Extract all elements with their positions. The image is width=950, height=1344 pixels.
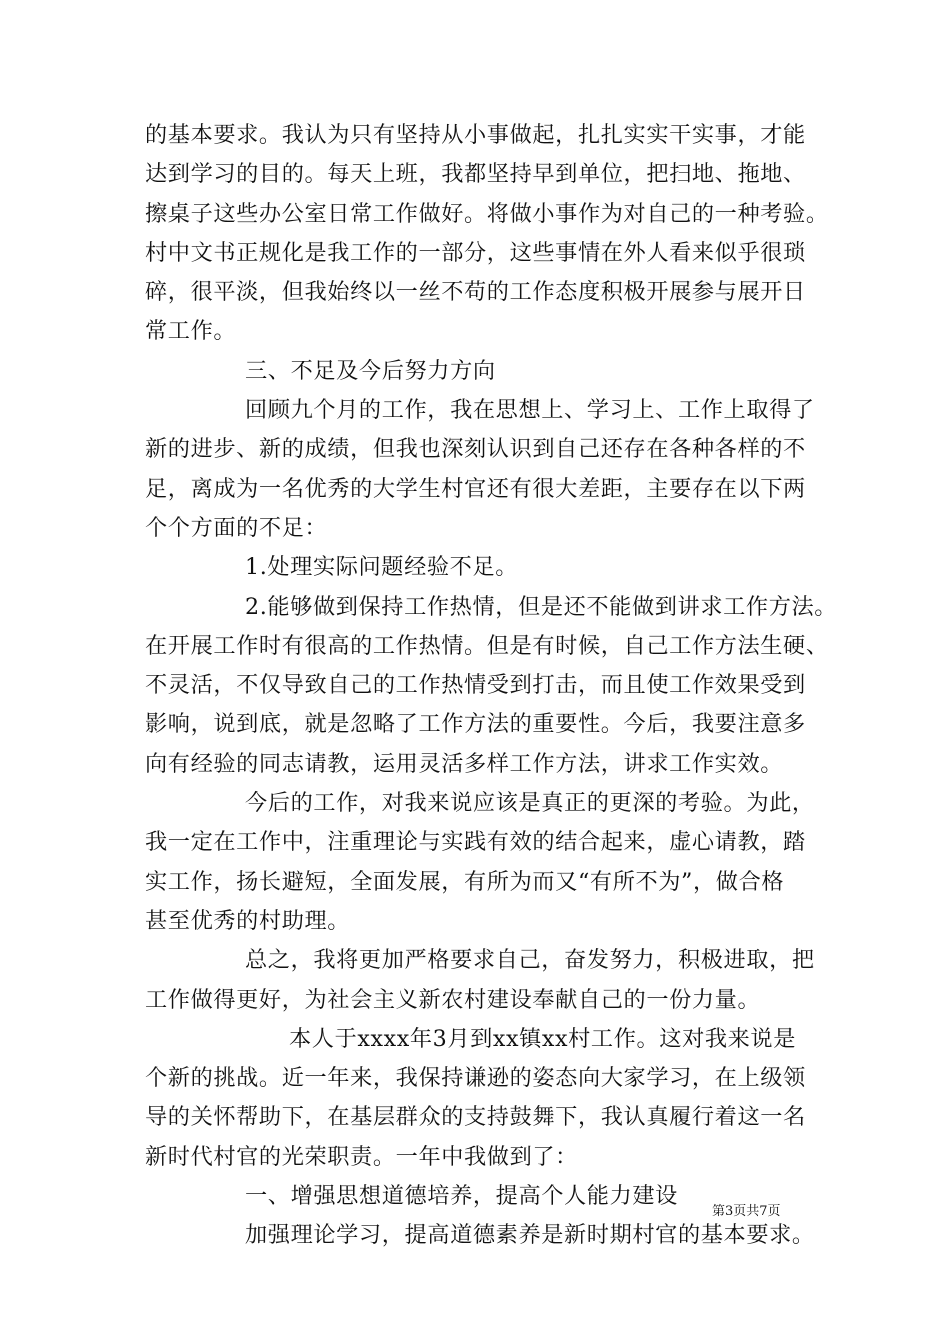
- page-number: 第3页共7页: [712, 1204, 781, 1219]
- list-item: 1.处理实际问题经验不足。: [245, 554, 519, 581]
- text-line: 擦桌子这些办公室日常工作做好。将做小事作为对自己的一种考验。: [145, 200, 829, 227]
- text-line: 常工作。: [145, 318, 237, 345]
- text-line: 甚至优秀的村助理。: [145, 907, 351, 934]
- text-line: 新时代村官的光荣职责。一年中我做到了：: [145, 1143, 578, 1170]
- text-line: 影响，说到底，就是忽略了工作方法的重要性。今后，我要注意多: [145, 711, 806, 738]
- text-line: 我一定在工作中，注重理论与实践有效的结合起来，虚心请教，踏: [145, 829, 806, 856]
- text-line: 个个方面的不足：: [145, 514, 328, 541]
- text-line: 不灵活，不仅导致自己的工作热情受到打击，而且使工作效果受到: [145, 672, 806, 699]
- document-body: [145, 116, 838, 1256]
- section-heading: 三、不足及今后努力方向: [245, 357, 496, 384]
- text-line: 在开展工作时有很高的工作热情。但是有时候，自己工作方法生硬、: [145, 632, 829, 659]
- text-line: 加强理论学习，提高道德素养是新时期村官的基本要求。: [245, 1222, 815, 1249]
- text-line: 村中文书正规化是我工作的一部分，这些事情在外人看来似乎很琐: [145, 239, 806, 266]
- section-heading: 一、增强思想道德培养，提高个人能力建设: [245, 1183, 678, 1210]
- text-line: 的基本要求。我认为只有坚持从小事做起，扎扎实实干实事，才能: [145, 122, 806, 148]
- text-line: 导的关怀帮助下，在基层群众的支持鼓舞下，我认真履行着这一名: [145, 1104, 806, 1131]
- text-line: 足，离成为一名优秀的大学生村官还有很大差距，主要存在以下两: [145, 475, 806, 502]
- text-line: 总之，我将更加严格要求自己，奋发努力，积极进取，把: [245, 947, 815, 974]
- list-item: 2.能够做到保持工作热情，但是还不能做到讲求工作方法。: [245, 593, 838, 620]
- text-line: 个新的挑战。近一年来，我保持谦逊的姿态向大家学习，在上级领: [145, 1065, 806, 1092]
- text-line: 工作做得更好，为社会主义新农村建设奉献自己的一份力量。: [145, 986, 761, 1013]
- text-line: 达到学习的目的。每天上班，我都坚持早到单位，把扫地、拖地、: [145, 161, 806, 188]
- text-line: 本人于xxxx年3月到xx镇xx村工作。这对我来说是: [289, 1025, 797, 1052]
- text-line: 回顾九个月的工作，我在思想上、学习上、工作上取得了: [245, 397, 815, 424]
- text-line: 实工作，扬长避短，全面发展，有所为而又“有所不为”，做合格: [145, 868, 785, 895]
- text-line: 今后的工作，对我来说应该是真正的更深的考验。为此，: [245, 790, 815, 817]
- text-line: 碎，很平淡，但我始终以一丝不苟的工作态度积极开展参与展开日: [145, 279, 806, 306]
- text-line: 新的进步、新的成绩，但我也深刻认识到自己还存在各种各样的不: [145, 436, 806, 463]
- text-line: 向有经验的同志请教，运用灵活多样工作方法，讲求工作实效。: [145, 750, 784, 777]
